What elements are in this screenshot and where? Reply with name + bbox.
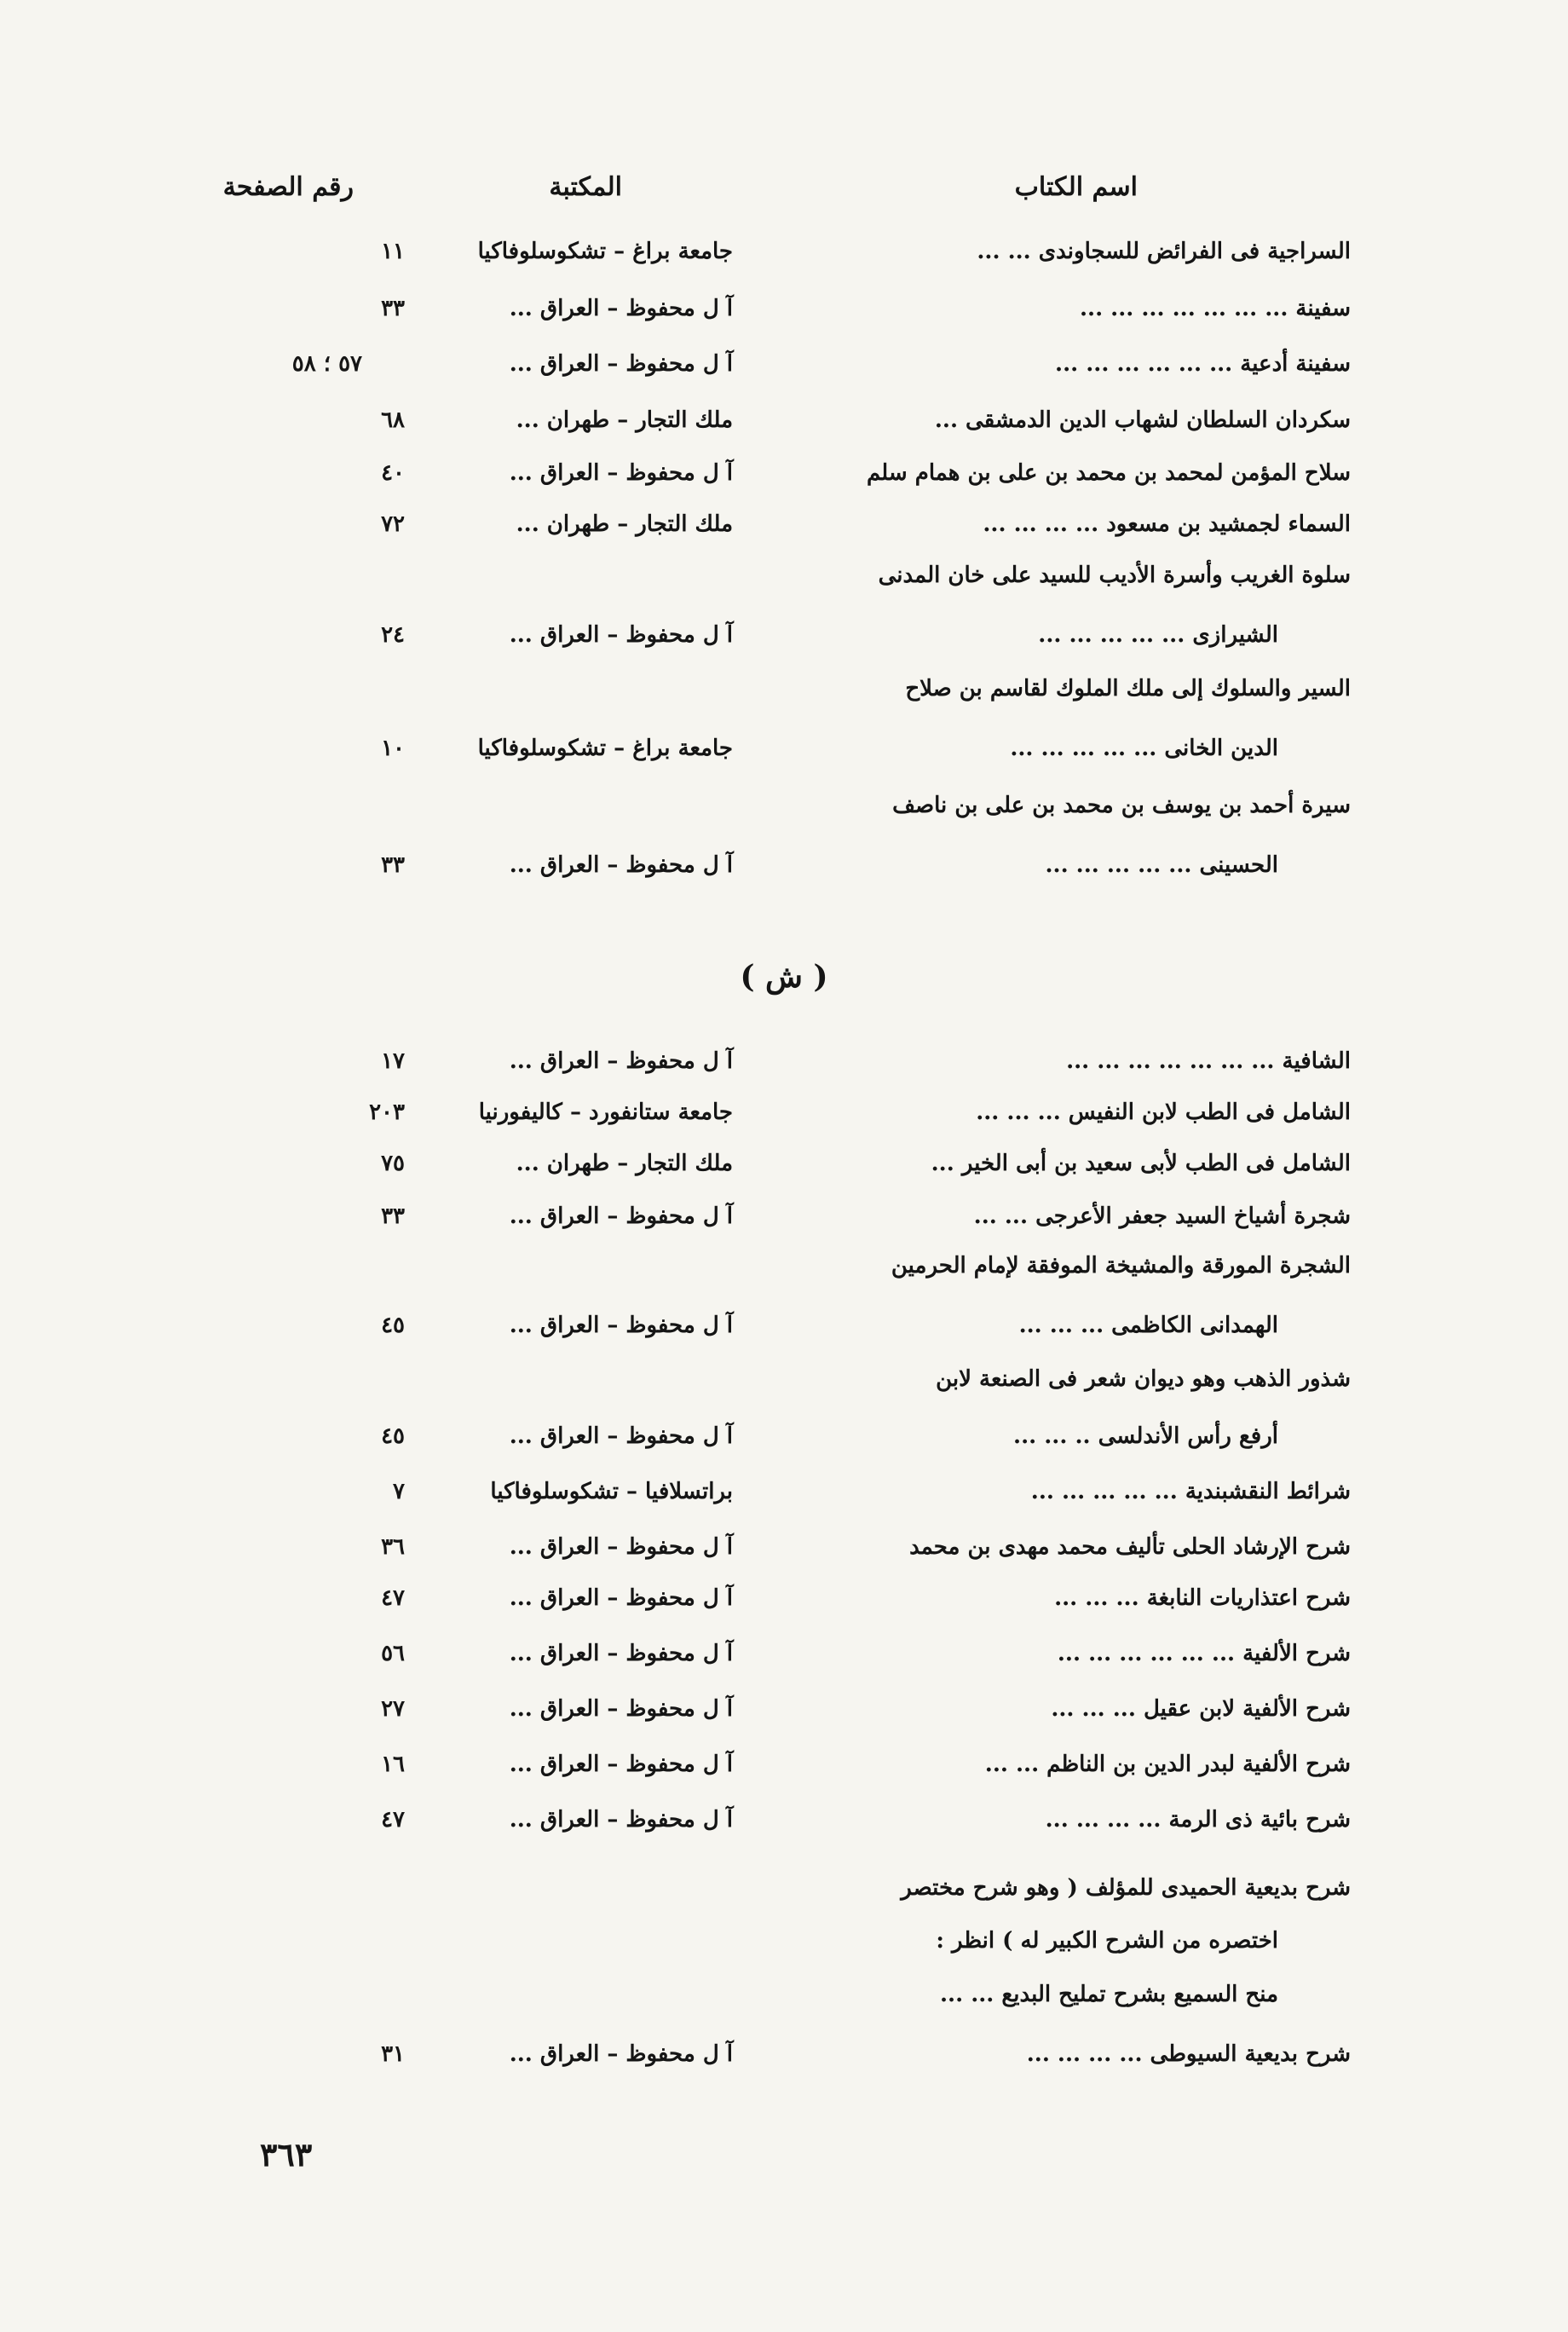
index-entry xyxy=(256,563,1351,602)
entry-title: سلاح المؤمن لمحمد بن محمد بن على بن همام سلم xyxy=(866,460,1351,486)
entry-page: ٢٤ xyxy=(381,622,405,648)
index-entry xyxy=(256,1204,1351,1244)
entry-library: آ ل محفوظ – العراق ... xyxy=(509,852,733,878)
entry-title: سفينة ... ... ... ... ... ... ... xyxy=(1079,296,1351,321)
entry-page: ٧٢ xyxy=(381,511,405,537)
index-entry-continuation xyxy=(256,1982,1351,2023)
entry-page: ٤٥ xyxy=(381,1313,405,1338)
index-entry xyxy=(256,2041,1351,2082)
entry-title: الحسينى ... ... ... ... ... xyxy=(1045,852,1278,878)
index-entry xyxy=(256,1151,1351,1192)
entry-page: ٤٠ xyxy=(381,460,405,486)
index-entry xyxy=(256,296,1351,337)
entry-title: الشجرة المورقة والمشيخة الموفقة لإمام الحرمين xyxy=(891,1253,1351,1279)
entry-title: شرح بائية ذى الرمة ... ... ... ... xyxy=(1045,1807,1351,1833)
index-entry xyxy=(256,1641,1351,1682)
entry-library: جامعة براغ – تشكوسلوفاكيا xyxy=(477,239,733,264)
index-entry-continuation xyxy=(256,1928,1351,1969)
entry-page: ١١ xyxy=(381,239,405,264)
entry-title: سلوة الغريب وأسرة الأديب للسيد على خان المدنى xyxy=(878,563,1351,588)
entry-title: السير والسلوك إلى ملك الملوك لقاسم بن صلاح xyxy=(905,676,1351,701)
entry-library: آ ل محفوظ – العراق ... xyxy=(509,1696,733,1722)
entry-page: ٣٦ xyxy=(381,1534,405,1560)
column-header-library: المكتبة xyxy=(549,172,622,202)
page-folio-number: ٣٦٣ xyxy=(260,2135,313,2173)
entry-title: شرح الألفية ... ... ... ... ... ... xyxy=(1057,1641,1351,1666)
index-entry xyxy=(256,351,1351,392)
index-entry xyxy=(256,511,1351,552)
index-entry xyxy=(256,1807,1351,1848)
index-entry xyxy=(256,1100,1351,1140)
entry-library: آ ل محفوظ – العراق ... xyxy=(509,296,733,321)
index-entry xyxy=(256,1479,1351,1520)
entry-page: ٥٦ xyxy=(381,1641,405,1666)
entry-title: سكردان السلطان لشهاب الدين الدمشقى ... xyxy=(934,407,1351,433)
index-entry xyxy=(256,1585,1351,1626)
entry-library: آ ل محفوظ – العراق ... xyxy=(509,1752,733,1777)
index-entry-continuation xyxy=(256,1423,1351,1464)
entry-title: سيرة أحمد بن يوسف بن محمد بن على بن ناصف xyxy=(892,793,1351,818)
entry-title: شرح اعتذاريات النابغة ... ... ... xyxy=(1054,1585,1351,1611)
entry-page: ١٦ xyxy=(381,1752,405,1777)
index-entry-continuation xyxy=(256,736,1351,776)
entry-page: ٣٣ xyxy=(381,852,405,878)
entry-page: ١٠ xyxy=(381,736,405,761)
index-entry xyxy=(256,1875,1351,1914)
entry-title: شرح بديعية الحميدى للمؤلف ( وهو شرح مختصر xyxy=(901,1875,1351,1901)
entry-library: آ ل محفوظ – العراق ... xyxy=(509,1585,733,1611)
entry-page: ٧ xyxy=(393,1479,405,1504)
index-entry xyxy=(256,1253,1351,1292)
index-entry xyxy=(256,407,1351,448)
entry-page: ٢٧ xyxy=(381,1696,405,1722)
entry-title: أرفع رأس الأندلسى .. ... ... xyxy=(1013,1423,1278,1449)
entry-library: آ ل محفوظ – العراق ... xyxy=(509,351,733,377)
index-entry xyxy=(256,1366,1351,1406)
entry-library: ملك التجار – طهران ... xyxy=(516,407,733,433)
index-entry xyxy=(256,793,1351,832)
entry-library: براتسلافيا – تشكوسلوفاكيا xyxy=(490,1479,733,1504)
entry-library: آ ل محفوظ – العراق ... xyxy=(509,1048,733,1074)
entry-title: الدين الخانى ... ... ... ... ... xyxy=(1010,736,1278,761)
entry-page: ٢٠٣ xyxy=(369,1100,405,1125)
entry-page: ٦٨ xyxy=(381,407,405,433)
column-header-page-number: رقم الصفحة xyxy=(222,172,354,202)
index-entry xyxy=(256,239,1351,280)
entry-page: ٣١ xyxy=(381,2041,405,2067)
index-entry-continuation xyxy=(256,1313,1351,1354)
entry-library: آ ل محفوظ – العراق ... xyxy=(509,1423,733,1449)
entry-title: شرح بديعية السيوطى ... ... ... ... xyxy=(1026,2041,1351,2067)
entry-page: ٣٣ xyxy=(381,1204,405,1229)
entry-library: آ ل محفوظ – العراق ... xyxy=(509,2041,733,2067)
entry-title: شذور الذهب وهو ديوان شعر فى الصنعة لابن xyxy=(936,1366,1351,1392)
entry-title: السماء لجمشيد بن مسعود ... ... ... ... xyxy=(983,511,1351,537)
index-entry-continuation xyxy=(256,622,1351,663)
index-entry xyxy=(256,1752,1351,1792)
entry-title: شرح الألفية لابن عقيل ... ... ... xyxy=(1051,1696,1351,1722)
entry-page: ٣٣ xyxy=(381,296,405,321)
index-entry-continuation xyxy=(256,852,1351,893)
entry-title: الشامل فى الطب لابن النفيس ... ... ... xyxy=(976,1100,1351,1125)
entry-library: آ ل محفوظ – العراق ... xyxy=(509,1313,733,1338)
column-header-book-title: اسم الكتاب xyxy=(1014,172,1138,202)
entry-title: شرح الإرشاد الحلى تأليف محمد مهدى بن محمد xyxy=(909,1534,1351,1560)
entry-page: ٤٥ xyxy=(381,1423,405,1449)
entry-library: آ ل محفوظ – العراق ... xyxy=(509,1641,733,1666)
index-entry xyxy=(256,460,1351,501)
entry-library: آ ل محفوظ – العراق ... xyxy=(509,1807,733,1833)
entry-library: جامعة براغ – تشكوسلوفاكيا xyxy=(477,736,733,761)
index-entry xyxy=(256,1696,1351,1737)
section-heading: ( ش ) xyxy=(740,959,828,995)
entry-title: شجرة أشياخ السيد جعفر الأعرجى ... ... xyxy=(973,1204,1351,1229)
entry-title: اختصره من الشرح الكبير له ) انظر : xyxy=(936,1928,1278,1954)
entry-title: الشافية ... ... ... ... ... ... ... xyxy=(1066,1048,1351,1074)
entry-library: آ ل محفوظ – العراق ... xyxy=(509,460,733,486)
index-entry xyxy=(256,1048,1351,1089)
entry-title: سفينة أدعية ... ... ... ... ... ... xyxy=(1055,351,1351,377)
entry-title: شرح الألفية لبدر الدين بن الناظم ... ... xyxy=(984,1752,1351,1777)
entry-title: الشامل فى الطب لأبى سعيد بن أبى الخير ... xyxy=(931,1151,1351,1176)
entry-library: آ ل محفوظ – العراق ... xyxy=(509,1204,733,1229)
entry-page: ١٧ xyxy=(381,1048,405,1074)
entry-page: ٤٧ xyxy=(381,1585,405,1611)
entry-library: آ ل محفوظ – العراق ... xyxy=(509,622,733,648)
entry-title: الشيرازى ... ... ... ... ... xyxy=(1038,622,1278,648)
index-entry xyxy=(256,1534,1351,1575)
entry-library: ملك التجار – طهران ... xyxy=(516,1151,733,1176)
index-entry xyxy=(256,676,1351,715)
entry-library: آ ل محفوظ – العراق ... xyxy=(509,1534,733,1560)
entry-page: ٥٧ ؛ ٥٨ xyxy=(291,351,362,377)
entry-page: ٧٥ xyxy=(381,1151,405,1176)
entry-title: السراجية فى الفرائض للسجاوندى ... ... xyxy=(977,239,1351,264)
entry-title: الهمدانى الكاظمى ... ... ... xyxy=(1018,1313,1278,1338)
entry-title: منح السميع بشرح تمليح البديع ... ... xyxy=(939,1982,1278,2007)
entry-page: ٤٧ xyxy=(381,1807,405,1833)
entry-title: شرائط النقشبندية ... ... ... ... ... xyxy=(1030,1479,1351,1504)
entry-library: جامعة ستانفورد – كاليفورنيا xyxy=(478,1100,733,1125)
entry-library: ملك التجار – طهران ... xyxy=(516,511,733,537)
